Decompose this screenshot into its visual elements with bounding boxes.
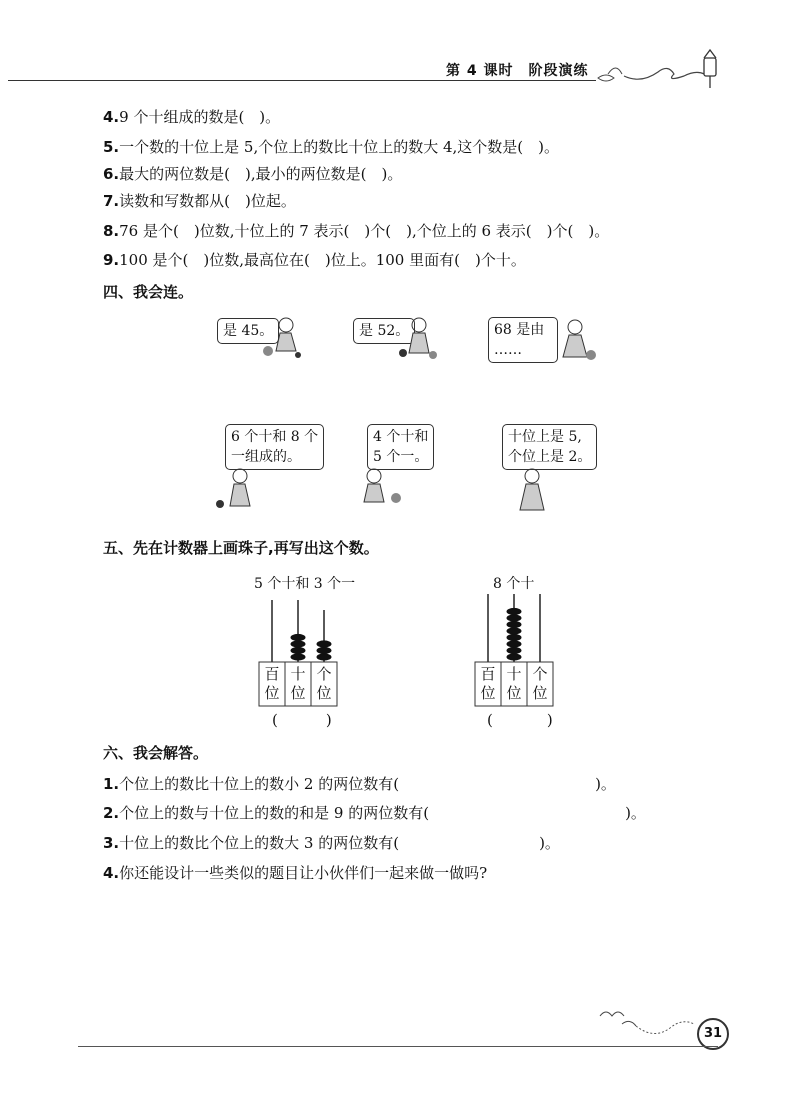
girl-figure-icon — [212, 466, 268, 512]
tens-beads — [291, 634, 306, 661]
abacus-bead — [507, 621, 522, 628]
bubble-line-1: 4 个十和 — [373, 429, 429, 445]
fill-question-9: 9.100 是个( )位数,最高位在( )位上。100 里面有( )个十。 — [103, 251, 526, 269]
girl-figure-icon — [258, 315, 304, 359]
place-label: 十 — [290, 665, 306, 683]
abacus-bead — [317, 640, 332, 647]
bubble-line-2: 一组成的。 — [231, 449, 301, 465]
place-label: 位 — [506, 684, 522, 702]
place-label: 位 — [480, 684, 496, 702]
abacus-1-answer: ( ) — [272, 711, 338, 729]
fill-question-5: 5.一个数的十位上是 5,个位上的数比十位上的数大 4,这个数是( )。 — [103, 138, 560, 156]
fill-question-4: 4.9 个十组成的数是( )。 — [103, 108, 281, 126]
abacus-bead — [317, 647, 332, 654]
section-4-title: 四、我会连。 — [103, 283, 194, 301]
section-5-title: 五、先在计数器上画珠子,再写出这个数。 — [103, 539, 379, 557]
boy-figure-icon — [352, 466, 408, 506]
answer-question-1: 1.个位上的数比十位上的数小 2 的两位数有( )。 — [103, 775, 616, 793]
bubble-line-1: 十位上是 5, — [508, 429, 582, 445]
ones-beads — [317, 640, 332, 660]
abacus-2-place-labels — [475, 665, 553, 703]
abacus-bead — [291, 647, 306, 654]
abacus-bead — [507, 627, 522, 634]
bubble-line-2: 5 个一。 — [373, 449, 429, 465]
place-label: 百 — [264, 665, 280, 683]
abacus-bead — [291, 634, 306, 641]
butterfly-lamp-decoration-icon — [596, 44, 726, 90]
abacus-bead — [507, 634, 522, 641]
place-label: 个 — [316, 665, 332, 683]
fill-question-7: 7.读数和写数都从( )位起。 — [103, 192, 296, 210]
place-label: 百 — [480, 665, 496, 683]
place-label: 位 — [264, 684, 280, 702]
bubble-line-2: …… — [494, 342, 522, 358]
speech-bubble-52: 是 52。 — [353, 318, 415, 344]
abacus-bead — [291, 653, 306, 660]
speech-bubble-68-desc — [225, 424, 324, 470]
header-rule — [8, 80, 596, 81]
abacus-bead — [507, 614, 522, 621]
place-label: 位 — [532, 684, 548, 702]
abacus-bead — [291, 640, 306, 647]
place-label: 位 — [316, 684, 332, 702]
footer-rule — [78, 1046, 718, 1047]
tens-beads — [507, 608, 522, 661]
speech-bubble-68 — [488, 317, 558, 363]
bubble-line-2: 个位上是 2。 — [508, 449, 592, 465]
boy-figure-icon — [393, 315, 439, 361]
bubble-line-1: 68 是由 — [494, 322, 545, 338]
abacus-bead — [507, 647, 522, 654]
abacus-1-label: 5 个十和 3 个一 — [254, 576, 356, 592]
girl-figure-icon — [553, 317, 599, 365]
speech-bubble-45-desc — [367, 424, 434, 470]
speech-bubble-45: 是 45。 — [217, 318, 279, 344]
fill-question-6: 6.最大的两位数是( ),最小的两位数是( )。 — [103, 165, 403, 183]
speech-bubble-52-desc — [502, 424, 597, 470]
abacus-bead — [507, 608, 522, 615]
girl-figure-icon — [508, 466, 554, 518]
place-label: 十 — [506, 665, 522, 683]
answer-question-3: 3.十位上的数比个位上的数大 3 的两位数有( )。 — [103, 834, 560, 852]
answer-question-2: 2.个位上的数与十位上的数的和是 9 的两位数有( )。 — [103, 804, 646, 822]
place-label: 位 — [290, 684, 306, 702]
place-label: 个 — [532, 665, 548, 683]
abacus-1-place-labels — [259, 665, 337, 703]
abacus-bead — [317, 653, 332, 660]
fill-question-8: 8.76 是个( )位数,十位上的 7 表示( )个( ),个位上的 6 表示( )个( )。 — [103, 222, 610, 240]
lesson-header: 第 4 课时 阶段演练 — [446, 63, 589, 79]
bubble-line-1: 6 个十和 8 个 — [231, 429, 319, 445]
section-6-title: 六、我会解答。 — [103, 744, 209, 762]
abacus-bead — [507, 640, 522, 647]
page-number: 31 — [697, 1018, 729, 1050]
abacus-bead — [507, 653, 522, 660]
answer-question-4: 4.你还能设计一些类似的题目让小伙伴们一起来做一做吗? — [103, 864, 488, 882]
abacus-2-label: 8 个十 — [493, 576, 535, 592]
abacus-2-answer: ( ) — [487, 711, 561, 729]
birds-decoration-icon — [596, 1004, 696, 1044]
